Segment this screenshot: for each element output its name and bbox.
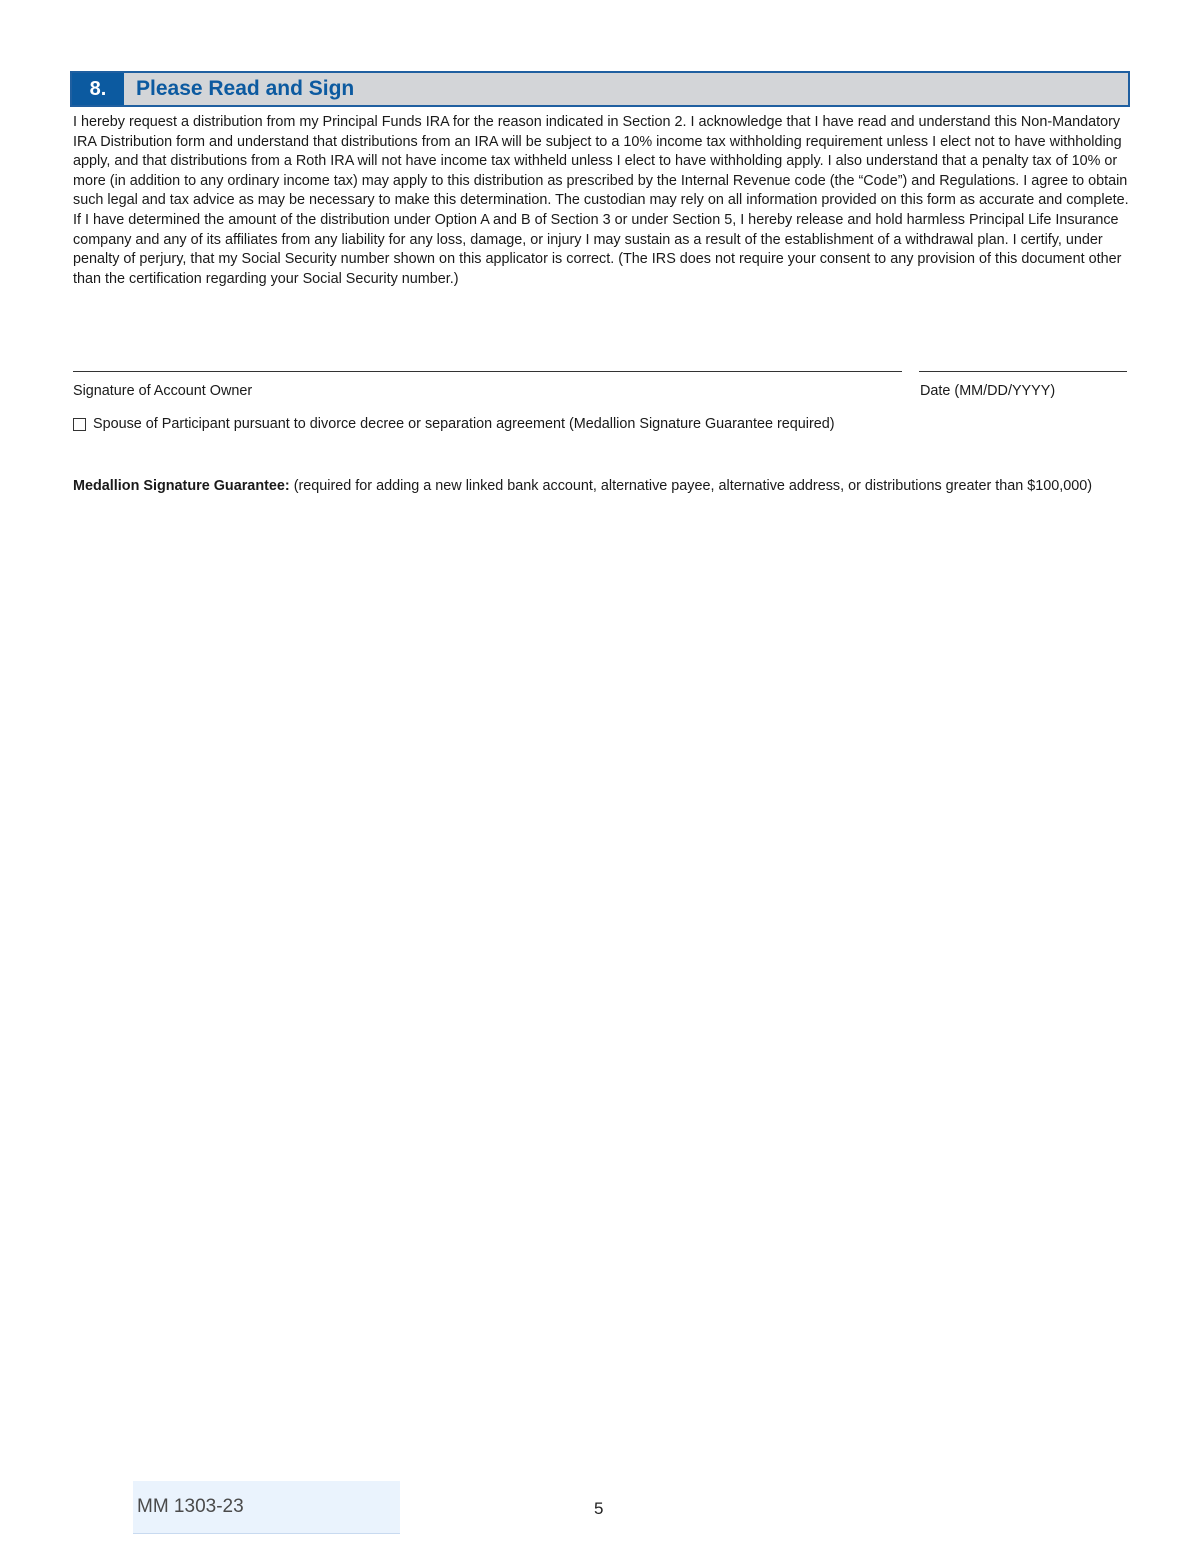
owner-signature-line[interactable] bbox=[73, 371, 902, 372]
section-title: Please Read and Sign bbox=[136, 77, 355, 100]
spouse-checkbox[interactable] bbox=[73, 418, 86, 431]
acknowledgement-text: I hereby request a distribution from my Principal Funds IRA for the reason indicated in Section 2. I acknowledge that I have read and understand this Non-Mandatory IRA Distribution form and understand that distributions from an IRA will be subject to a 10% income tax withholding requirement unless I elect not to have withholding apply, and that distributions from a Roth IRA will not have income tax withheld unless I elect to have withholding apply. I also understand that a penalty tax of 10% or more (in addition to any ordinary income tax) may apply to this distribution as prescribed by the Internal Revenue code (the “Code”) and Regulations. I agree to obtain such legal and tax advice as may be necessary to make this determination. The custodian may rely on all information provided on this form as accurate and complete. If I have determined the amount of the distribution under Option A and B of Section 3 or under Section 5, I hereby release and hold harmless Principal Life Insurance company and any of its affiliates from any liability for any loss, damage, or injury I may sustain as a result of the establishment of a withdrawal plan. I certify, under penalty of perjury, that my Social Security number shown on this applicator is correct. (The IRS does not require your consent to any provision of this document other than the certification regarding your Social Security number.) bbox=[73, 114, 1129, 287]
date-label: Date (MM/DD/YYYY) bbox=[920, 383, 1056, 399]
spouse-option-label: Spouse of Participant pursuant to divorce decree or separation agreement (Medallion Signature Guarantee required) bbox=[93, 416, 835, 432]
form-code: MM 1303-23 bbox=[133, 1481, 400, 1534]
section-number: 8. bbox=[72, 73, 124, 105]
date-signature-line[interactable] bbox=[919, 371, 1127, 372]
medallion-text: (required for adding a new linked bank account, alternative payee, alternative address, or distributions greater than $100,000) bbox=[289, 478, 1093, 494]
page-number: 5 bbox=[594, 1499, 604, 1518]
medallion-guarantee-note bbox=[73, 476, 1123, 496]
medallion-heading: Medallion Signature Guarantee: bbox=[73, 478, 290, 494]
section-header bbox=[70, 71, 1130, 107]
owner-signature-label: Signature of Account Owner bbox=[73, 383, 253, 399]
spouse-option[interactable] bbox=[73, 416, 835, 432]
